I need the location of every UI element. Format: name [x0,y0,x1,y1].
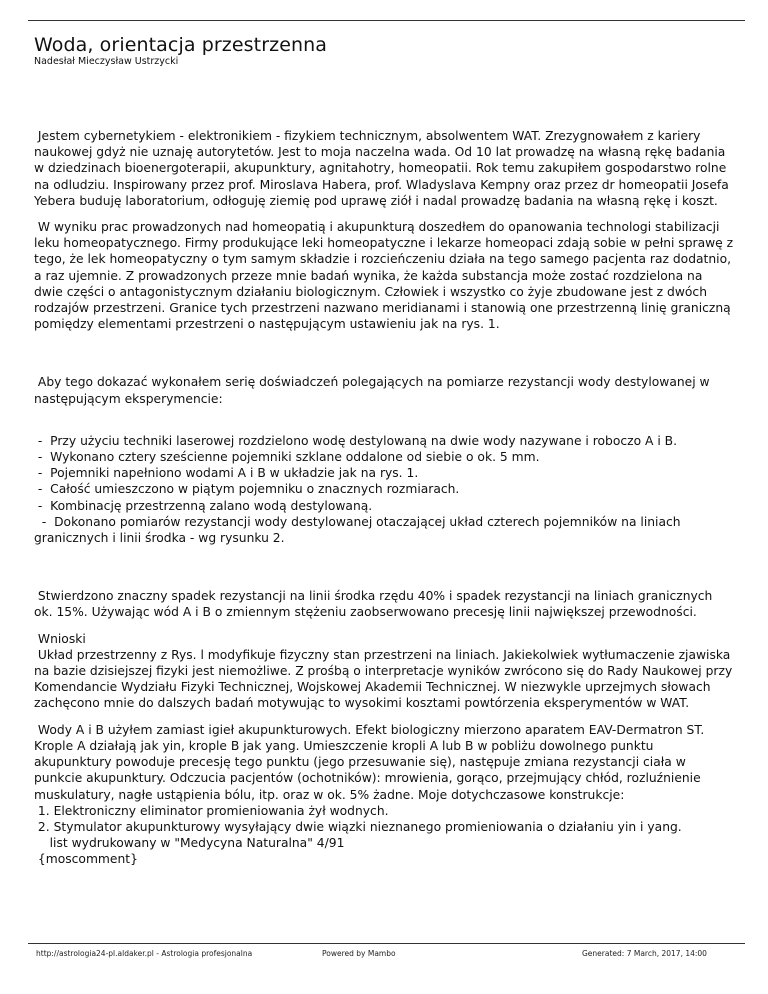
construction-item: 2. Stymulator akupunkturowy wysyłający dwie wiązki nieznanego promieniowania o działaniu yin i yang. [34,819,682,834]
article-title: Woda, orientacja przestrzenna [34,34,328,56]
footer-site-url: http://astrologia24-pl.aldaker.pl - Astrologia profesjonalna [36,949,253,958]
paragraph-acupuncture: Wody A i B użyłem zamiast igieł akupunkturowych. Efekt biologiczny mierzono aparatem EAV-Dermatron ST. Krople A działają jak yin, krople B jak yang. Umieszczenie kropli A lub B w pobliżu dowolnego punktu akupunktury powoduje precesję tego punktu (jego przesuwanie się), następuje zmiana rezystancji ciała w punkcie akupunktury. Odczucia pacjentów (ochotników): mrowienia, gorąco, przejmujący chłód, rozluźnienie muskulatury, nagłe ustąpienia bólu, itp. oraz w ok. 5% żadne. Moje dotychczasowe konstrukcje: [34,722,709,802]
paragraph-results: Stwierdzono znaczny spadek rezystancji na linii środka rzędu 40% i spadek rezystancji na liniach granicznych ok. 15%. Używając wód A i B o zmiennym stężeniu zaobserwowano precesję linii największej przewodności. [34,589,717,620]
article-body [34,128,738,868]
list-item: - Pojemniki napełniono wodami A i B w układzie jak na rys. 1. [34,466,419,481]
list-item: - Kombinację przestrzenną zalano wodą destylowaną. [34,498,373,513]
paragraph-intro: Jestem cybernetykiem - elektronikiem - fizykiem technicznym, absolwentem WAT. Zrezygnowałem z kariery naukowej gdyż nie uznaję autorytetów. Jest to moja naczelna wada. Od 10 lat prowadzę na własną rękę badania w dziedzinach bioenergoterapii, akupunktury, agnitahotry, homeopatii. Rok temu zakupiłem gospodarstwo rolne na odludziu. Inspirowany przez prof. Miroslava Habera, prof. Wladyslava Kempny oraz przez dr homeopatii Josefa Yebera buduję laboratorium, odłoguję ziemię pod uprawę ziół i nadal prowadzę badania na własną rękę i koszt. [34,129,733,208]
footer-generated-date: Generated: 7 March, 2017, 14:00 [582,949,707,958]
experiment-list [34,433,734,546]
bottom-rule [28,943,745,944]
top-rule [28,20,745,21]
list-item: - Przy użyciu techniki laserowej rozdzielono wodę destylowaną na dwie wody nazywane i roboczo A i B. [34,433,678,448]
paragraph-experiment-intro: Aby tego dokazać wykonałem serię doświadczeń polegających na pomiarze rezystancji wody destylowanej w następującym eksperymencie: [34,375,714,406]
list-item: - Całość umieszczono w piątym pojemniku o znacznych rozmiarach. [34,482,460,497]
footer-powered-by: Powered by Mambo [322,949,396,958]
list-item: - Dokonano pomiarów rezystancji wody destylowanej otaczającej układ czterech pojemników na liniach granicznych i linii środka - wg rysunku 2. [34,514,685,546]
construction-item: 1. Elektroniczny eliminator promieniowania żył wodnych. [34,803,389,818]
paragraph-homeopathy: W wyniku prac prowadzonych nad homeopatią i akupunkturą doszedłem do opanowania technologi stabilizacji leku homeopatycznego. Firmy produkujące leki homeopatyczne i lekarze homeopaci zdają sobie w pełni sprawę z tego, że lek homeopatyczny o tym samym składzie i rozcieńczeniu działa na tego samego pacjenta raz dodatnio, a raz ujemnie. Z prowadzonych przeze mnie badań wynika, że każda substancja może zostać rozdzielona na dwie części o antagonistycznym działaniu biologicznym. Człowiek i wszystko co żyje zbudowane jest z dwóch rodzajów przestrzeni. Granice tych przestrzeni nazwano meridianami i stanowią one przestrzenną linię graniczną pomiędzy elementami przestrzeni o następującym ustawieniu jak na rys. 1. [34,220,738,332]
paragraph-conclusions: Układ przestrzenny z Rys. l modyfikuje fizyczny stan przestrzeni na liniach. Jakiekolwiek wytłumaczenie zjawiska na bazie dzisiejszej fizyki jest niemożliwe. Z prośbą o interpretacje wyników zwrócono się do Rady Naukowej przy Komendancie Wydziału Fizyki Technicznej, Wojskowej Akademii Technicznej. W niezwykle uprzejmych słowach zachęcono mnie do dalszych badań motywując to wysokimi kosztami powtórzenia eksperymentów w WAT. [34,647,737,711]
publication-note: list wydrukowany w "Medycyna Naturalna" 4/91 [34,836,345,851]
conclusion-heading: Wnioski [34,631,86,646]
moscomment-placeholder: {moscomment} [34,852,138,867]
list-item: - Wykonano cztery sześcienne pojemniki szklane oddalone od siebie o ok. 5 mm. [34,450,540,465]
article-byline: Nadesłał Mieczysław Ustrzycki [34,56,179,67]
